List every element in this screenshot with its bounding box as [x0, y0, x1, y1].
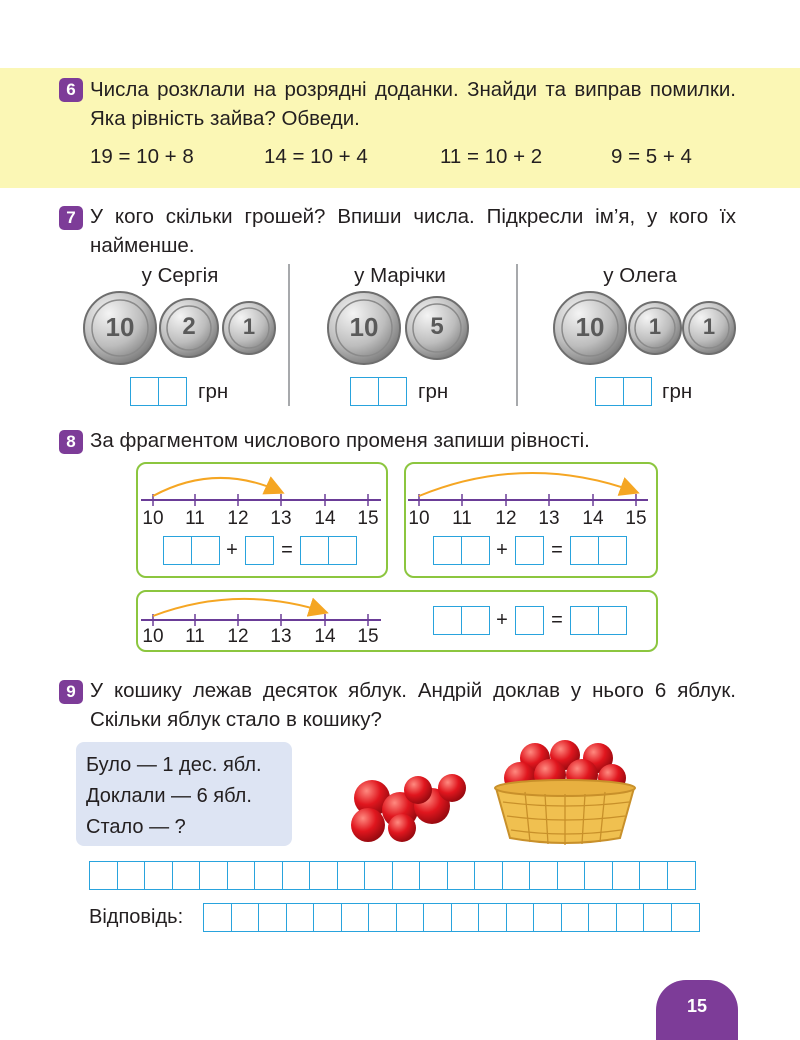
answer-cell[interactable] [515, 536, 544, 565]
tick-label: 15 [625, 508, 647, 529]
basket-icon [495, 740, 635, 845]
plus-sign: + [496, 539, 508, 561]
tick-label: 12 [495, 508, 517, 529]
answer-cell[interactable] [245, 536, 274, 565]
tick-label: 10 [142, 508, 164, 529]
answer-cell[interactable] [328, 536, 357, 565]
equals-sign: = [551, 609, 563, 631]
task6-instruction: Числа розклали на розрядні доданки. Знайди та виправ помилки. Яка рівність зайва? Обведи. [90, 78, 736, 130]
answer-cell[interactable] [515, 606, 544, 635]
tick-label: 14 [582, 508, 604, 529]
coin-value: 10 [105, 312, 135, 342]
currency-unit: грн [662, 380, 693, 403]
solution-grid[interactable] [89, 861, 694, 890]
task6-number-badge: 6 [59, 78, 83, 102]
person-name-marichka[interactable]: у Марічки [354, 264, 446, 287]
tick-label: 11 [185, 508, 205, 529]
tick-label: 11 [185, 626, 205, 647]
coin-value: 1 [702, 314, 716, 339]
equals-sign: = [551, 539, 563, 561]
tick-label: 12 [227, 508, 249, 529]
task7-number-badge: 7 [59, 206, 83, 230]
task6-equation-3[interactable]: 11 = 10 + 2 [440, 145, 543, 168]
answer-cell[interactable] [570, 536, 599, 565]
answer-cell[interactable] [378, 377, 407, 406]
tick-label: 13 [538, 508, 560, 529]
answer-cell[interactable] [598, 606, 627, 635]
tick-label: 14 [314, 508, 336, 529]
answer-cell[interactable] [191, 536, 220, 565]
answer-cell[interactable] [130, 377, 159, 406]
answer-cell[interactable] [300, 536, 329, 565]
person-name-oleh[interactable]: у Олега [603, 264, 677, 287]
answer-label: Відповідь: [89, 906, 184, 928]
note-line-had: Було — 1 дес. ябл. [86, 754, 262, 776]
answer-cell[interactable] [350, 377, 379, 406]
task8-instruction: За фрагментом числового променя запиши рівності. [90, 429, 590, 452]
coin-value: 1 [648, 314, 662, 339]
tick-label: 14 [314, 626, 336, 647]
tick-label: 11 [452, 508, 472, 529]
person-name-serhii[interactable]: у Сергія [141, 264, 219, 287]
page-number: 15 [656, 980, 738, 1040]
note-line-became: Стало — ? [86, 816, 186, 838]
answer-cell[interactable] [433, 606, 462, 635]
plus-sign: + [226, 539, 238, 561]
task6-equation-4[interactable]: 9 = 5 + 4 [611, 145, 692, 168]
tick-label: 10 [142, 626, 164, 647]
answer-grid[interactable] [203, 903, 698, 932]
coin-value: 2 [182, 313, 196, 340]
tick-label: 15 [357, 508, 379, 529]
answer-cell[interactable] [595, 377, 624, 406]
tick-label: 15 [357, 626, 379, 647]
currency-unit: грн [198, 380, 229, 403]
task6-equation-1[interactable]: 19 = 10 + 8 [90, 145, 194, 168]
apple-pile-icon [351, 774, 466, 842]
coin-value: 10 [349, 312, 379, 342]
plus-sign: + [496, 609, 508, 631]
tick-label: 12 [227, 626, 249, 647]
answer-cell[interactable] [163, 536, 192, 565]
note-line-added: Доклали — 6 ябл. [86, 785, 252, 807]
problem-summary-note [76, 742, 292, 846]
answer-cell[interactable] [461, 536, 490, 565]
task9-instruction: У кошику лежав десяток яблук. Андрій доклав у нього 6 яблук. Скільки яблук стало в кошику? [90, 679, 736, 731]
currency-unit: грн [418, 380, 449, 403]
answer-cell[interactable] [433, 536, 462, 565]
answer-cell[interactable] [598, 536, 627, 565]
task6-equation-2[interactable]: 14 = 10 + 4 [264, 145, 368, 168]
task8-number-badge: 8 [59, 430, 83, 454]
task9-number-badge: 9 [59, 680, 83, 704]
task7-instruction: У кого скільки грошей? Впиши числа. Підкресли ім’я, у кого їх найменше. [90, 205, 736, 257]
answer-cell[interactable] [461, 606, 490, 635]
coin-value: 5 [430, 313, 444, 340]
tick-label: 13 [270, 508, 292, 529]
tick-label: 13 [270, 626, 292, 647]
equals-sign: = [281, 539, 293, 561]
tick-label: 10 [408, 508, 430, 529]
apples-illustration [340, 730, 640, 850]
answer-cell[interactable] [623, 377, 652, 406]
coin-value: 10 [575, 312, 605, 342]
coin-value: 1 [242, 314, 256, 339]
answer-cell[interactable] [158, 377, 187, 406]
answer-cell[interactable] [570, 606, 599, 635]
